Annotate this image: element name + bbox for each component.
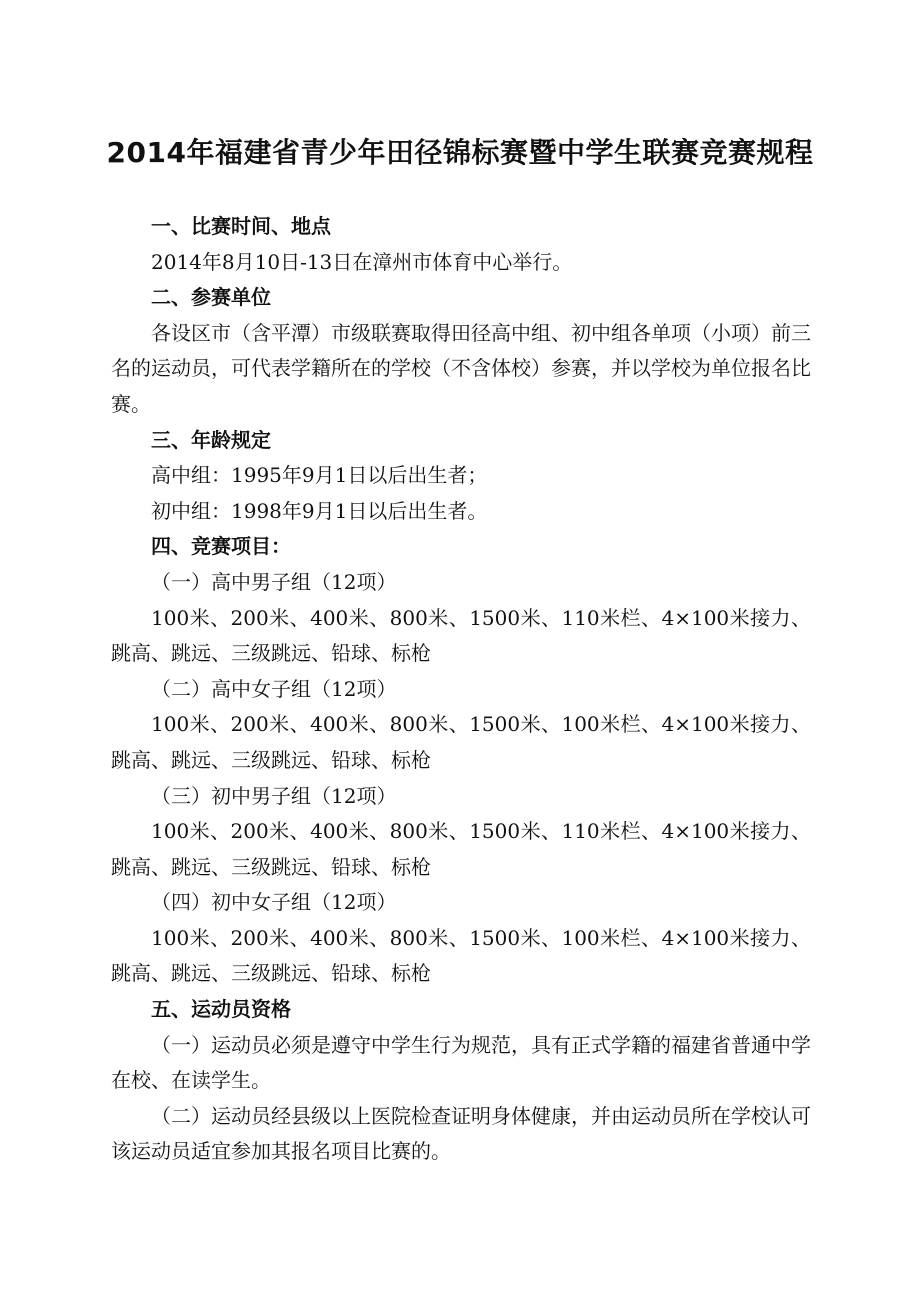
document-title: 2014年福建省青少年田径锦标赛暨中学生联赛竞赛规程: [106, 136, 814, 169]
events-senior-girls: 100米、200米、400米、800米、1500米、100米栏、4×100米接力、跳高、跳远、三级跳远、铅球、标枪: [111, 712, 811, 772]
document-body: [111, 209, 811, 1170]
events-junior-boys: 100米、200米、400米、800米、1500米、110米栏、4×100米接力、跳高、跳远、三级跳远、铅球、标枪: [111, 819, 811, 879]
group-title-senior-boys: （一）高中男子组（12项）: [151, 569, 397, 594]
section-heading-participants: 二、参赛单位: [151, 285, 271, 310]
section-heading-eligibility: 五、运动员资格: [151, 997, 291, 1022]
events-junior-girls: 100米、200米、400米、800米、1500米、100米栏、4×100米接力、跳高、跳远、三级跳远、铅球、标枪: [111, 925, 811, 986]
paragraph-time-location: 2014年8月10日-13日在漳州市体育中心举行。: [151, 249, 573, 274]
paragraph-eligibility-1: （一）运动员必须是遵守中学生行为规范，具有正式学籍的福建省普通中学在校、在读学生。: [111, 1032, 811, 1093]
paragraph-age-senior: 高中组：1995年9月1日以后出生者；: [151, 463, 488, 488]
group-title-senior-girls: （二）高中女子组（12项）: [151, 676, 397, 701]
section-heading-age: 三、年龄规定: [151, 427, 271, 452]
group-title-junior-boys: （三）初中男子组（12项）: [151, 783, 397, 808]
section-heading-events: 四、竞赛项目：: [151, 534, 291, 559]
group-title-junior-girls: （四）初中女子组（12项）: [151, 890, 397, 915]
events-senior-boys: 100米、200米、400米、800米、1500米、110米栏、4×100米接力、跳高、跳远、三级跳远、铅球、标枪: [111, 605, 811, 666]
section-heading-time-location: 一、比赛时间、地点: [151, 214, 331, 238]
paragraph-eligibility-2: （二）运动员经县级以上医院检查证明身体健康，并由运动员所在学校认可该运动员适宜参加其报名项目比赛的。: [111, 1103, 811, 1164]
paragraph-participants: 各设区市（含平潭）市级联赛取得田径高中组、初中组各单项（小项）前三名的运动员，可代表学籍所在的学校（不含体校）参赛，并以学校为单位报名比赛。: [111, 320, 811, 416]
paragraph-age-junior: 初中组：1998年9月1日以后出生者。: [151, 498, 488, 523]
